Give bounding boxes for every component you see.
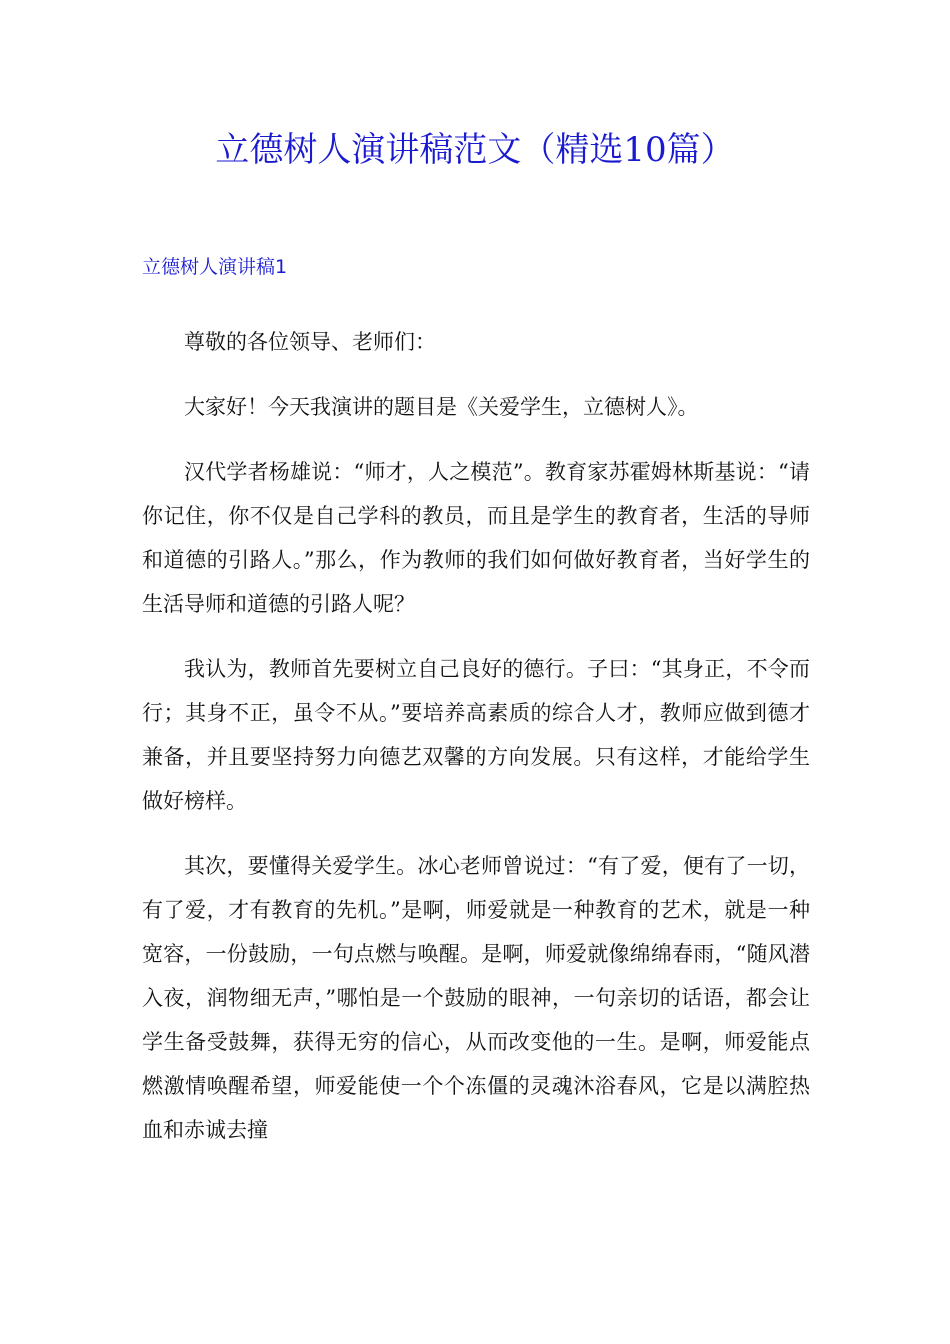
paragraph-quote-intro: 汉代学者杨雄说：“师才，人之模范”。教育家苏霍姆林斯基说：“请你记住，你不仅是自己学科的教员，而且是学生的教育者，生活的导师和道德的引路人。”那么，作为教师的我们如何做好教育者，当好学生的生活导师和道德的引路人呢？	[142, 460, 810, 616]
document-title: 立德树人演讲稿范文（精选10篇）	[215, 130, 735, 170]
document-body	[142, 320, 810, 1173]
paragraph-virtue: 我认为，教师首先要树立自己良好的德行。子曰：“其身正，不令而行；其身不正，虽令不从。”要培养高素质的综合人才，教师应做到德才兼备，并且要坚持努力向德艺双馨的方向发展。只有这样，才能给学生做好榜样。	[142, 657, 810, 813]
paragraph-salutation: 尊敬的各位领导、老师们：	[184, 330, 436, 354]
paragraph-greeting: 大家好！今天我演讲的题目是《关爱学生，立德树人》。	[184, 395, 699, 419]
section-heading: 立德树人演讲稿1	[142, 256, 288, 278]
paragraph-care: 其次，要懂得关爱学生。冰心老师曾说过：“有了爱，便有了一切，有了爱，才有教育的先机。”是啊，师爱就是一种教育的艺术，就是一种宽容，一份鼓励，一句点燃与唤醒。是啊，师爱就像绵绵春雨，“随风潜入夜，润物细无声，”哪怕是一个鼓励的眼神，一句亲切的话语，都会让学生备受鼓舞，获得无穷的信心，从而改变他的一生。是啊，师爱能点燃激情唤醒希望，师爱能使一个个冻僵的灵魂沐浴春风，它是以满腔热血和赤诚去撞	[142, 854, 810, 1142]
